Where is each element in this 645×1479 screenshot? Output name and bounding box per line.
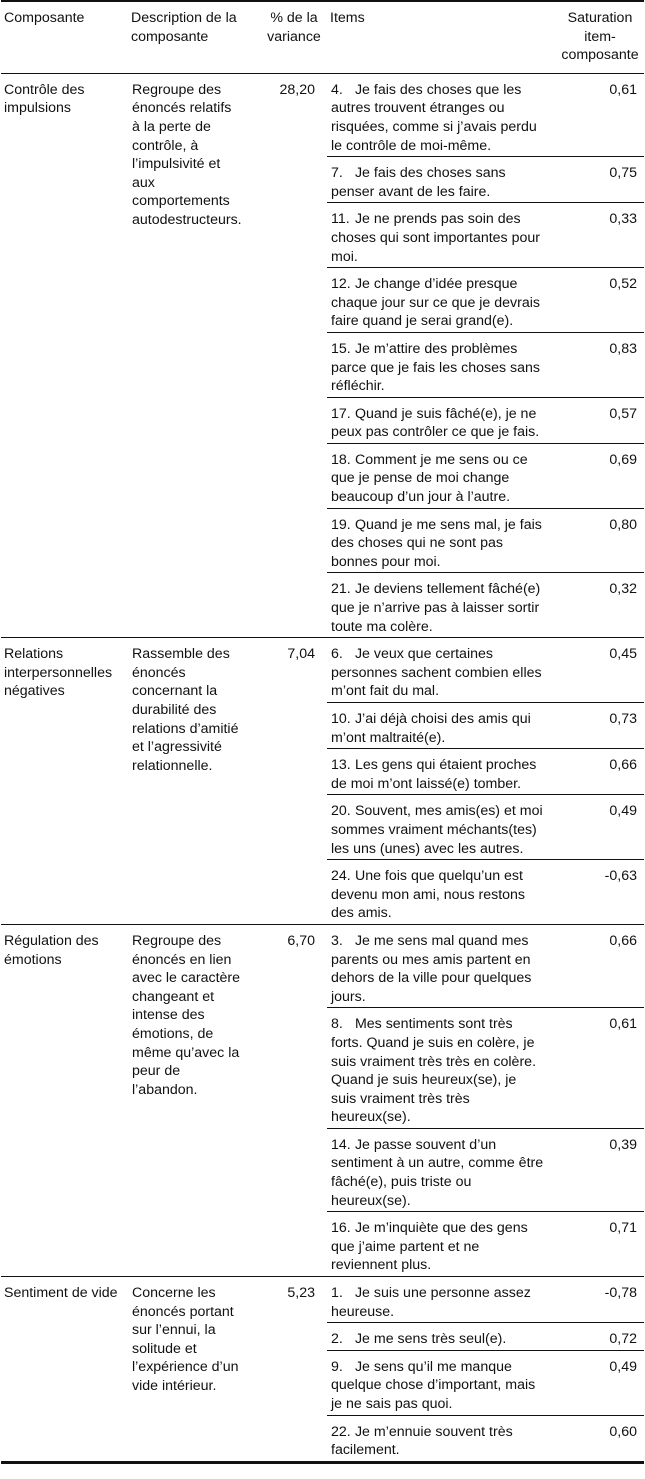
item-text-cell [327,1212,556,1277]
component-name: Contrôle des impulsions [4,81,85,117]
item-text-cell [327,573,556,638]
item-saturation: -0,63 [556,860,644,925]
item-number: 9. [331,1358,343,1375]
item-number: 24. [331,868,351,885]
item-text: Souvent, mes amis(es) et moi sommes vraiment méchants(tes) les uns (unes) avec les autres. [331,803,543,857]
item-number: 7. [331,165,343,182]
component-group [1,73,644,637]
item-saturation: 0,61 [609,81,637,98]
item-number: 14. [331,1136,351,1153]
item-saturation: 0,73 [556,703,644,749]
item-text: Je ne prends pas soin des choses qui sont importantes pour moi. [331,211,540,265]
item-saturation: 0,49 [556,1350,644,1415]
item-saturation: 0,66 [609,932,637,949]
header-items: Items [330,10,365,26]
item-saturation: 0,80 [556,508,644,573]
item-number: 18. [331,451,351,468]
item-text: Les gens qui étaient proches de moi m’ont laissé(e) tomber. [331,757,537,792]
component-group [1,924,644,1276]
component-group [1,638,644,925]
item-text: Je fais des choses que les autres trouvent étranges ou risquées, comme si j’avais perdu le contrôle de moi-même. [331,81,537,154]
table-row [1,73,644,156]
item-saturation: 0,32 [556,573,644,638]
component-description: Regroupe des énoncés relatifs à la perte de contrôle, à l’impulsivité et aux comportements autodestructeurs. [132,81,242,228]
table-row [1,638,644,703]
item-text: Je me sens mal quand mes parents ou mes amis partent en dehors de la ville pour quelques jours. [331,932,532,1005]
item-saturation: 0,71 [556,1212,644,1277]
item-text-cell [327,749,556,795]
item-text: Je passe souvent d’un sentiment à un autre, comme être fâché(e), puis triste ou heureux(se). [331,1136,544,1209]
item-text-cell [327,1277,556,1323]
item-saturation: 0,33 [556,203,644,268]
component-description: Regroupe des énoncés en lien avec le caractère changeant et intense des émotions, de même qu’avec la peur de l’abandon. [132,932,241,1098]
item-text-cell [327,703,556,749]
header-composante: Composante [4,10,85,26]
item-number: 21. [331,581,351,598]
item-text: Je m’ennuie souvent très facilement. [331,1423,513,1459]
item-text-cell [327,1128,556,1211]
component-variance: 5,23 [287,1285,315,1302]
item-saturation: 0,52 [556,268,644,333]
components-table [1,0,644,1464]
item-saturation: 0,72 [556,1323,644,1351]
item-number: 11. [331,211,350,228]
item-number: 22. [331,1423,351,1440]
item-text-cell [327,1008,556,1129]
item-text-cell [327,508,556,573]
item-text-cell [327,1323,556,1351]
item-number: 13. [331,757,351,774]
item-text: J’ai déjà choisi des amis qui m’ont maltraité(e). [331,711,531,746]
item-text-cell [327,332,556,397]
component-name: Régulation des émotions [4,932,99,968]
item-number: 15. [331,340,351,357]
item-text-cell [327,203,556,268]
table-row [1,924,644,1007]
item-text-cell [327,638,556,703]
item-number: 1. [331,1285,343,1302]
item-text: Je deviens tellement fâché(e) que je n’arrive pas à laisser sortir toute ma colère. [331,581,541,635]
item-number: 17. [331,405,351,422]
item-text: Comment je me sens ou ce que je pense de moi change beaucoup d’un jour à l’autre. [331,451,528,506]
item-text-cell [327,157,556,203]
item-text: Je m’inquiète que des gens que j’aime partent et ne reviennent plus. [331,1220,528,1274]
component-description: Concerne les énoncés portant sur l’ennui, la solitude et l’expérience d’un vide intérieur. [132,1285,239,1394]
item-text-cell [327,924,556,1007]
item-saturation: 0,66 [556,749,644,795]
item-text: Je me sens très seul(e). [354,1331,507,1348]
item-number: 10. [331,711,351,727]
item-saturation: 0,45 [609,646,637,663]
item-text: Je m’attire des problèmes parce que je fais les choses sans réfléchir. [331,340,540,395]
item-saturation: 0,69 [556,443,644,508]
item-text-cell [327,795,556,860]
component-group [1,1277,644,1463]
item-text-cell [327,860,556,925]
item-text-cell [327,73,556,156]
item-text: Je veux que certaines personnes sachent combien elles m’ont fait du mal. [331,646,542,700]
header-saturation: Saturation item-composante [561,10,639,64]
item-number: 8. [331,1016,343,1033]
item-saturation: -0,78 [604,1285,637,1302]
item-text: Quand je suis fâché(e), je ne peux pas contrôler ce que je fais. [331,405,540,441]
table-row [1,1277,644,1323]
item-number: 12. [331,276,351,293]
item-text-cell [327,397,556,443]
item-number: 6. [331,646,343,663]
table-header [1,1,644,73]
item-saturation: 0,83 [556,332,644,397]
item-text: Mes sentiments sont très forts. Quand je suis en colère, je suis vraiment très très en colère. Quand je suis heureux(se), je suis vraiment très très heureux(se). [331,1016,537,1126]
item-text-cell [327,443,556,508]
component-name: Sentiment de vide [4,1285,118,1302]
item-text: Je sens qu’il me manque quelque chose d’important, mais je ne sais pas quoi. [331,1358,536,1412]
header-description: Description de la composante [131,10,237,45]
item-text: Je change d’idée presque chaque jour sur ce que je devrais faire quand je serai grand(e). [331,276,540,330]
item-saturation: 0,61 [556,1008,644,1129]
item-saturation: 0,39 [556,1128,644,1211]
item-text: Je suis une personne assez heureuse. [331,1285,531,1320]
item-saturation: 0,49 [556,795,644,860]
item-saturation: 0,60 [556,1415,644,1462]
item-text: Quand je me sens mal, je fais des choses qui ne sont pas bonnes pour moi. [331,516,542,570]
item-number: 16. [331,1220,351,1237]
item-text-cell [327,268,556,333]
component-variance: 6,70 [287,932,315,949]
header-row [1,1,644,73]
item-text: Je fais des choses sans penser avant de les faire. [331,165,506,200]
item-number: 19. [331,516,351,533]
item-number: 4. [331,81,343,98]
item-number: 2. [331,1331,343,1348]
item-text: Une fois que quelqu’un est devenu mon ami, nous restons des amis. [331,868,526,922]
item-text-cell [327,1415,556,1462]
item-number: 20. [331,803,351,820]
item-saturation: 0,57 [556,397,644,443]
component-variance: 7,04 [287,646,315,663]
header-variance: % de la variance [267,10,321,45]
component-name: Relations interpersonnelles négatives [4,646,113,700]
component-description: Rassemble des énoncés concernant la durabilité des relations d’amitié et l’agressivité relationnelle. [132,646,239,774]
item-text-cell [327,1350,556,1415]
item-saturation: 0,75 [556,157,644,203]
item-number: 3. [331,932,343,949]
component-variance: 28,20 [279,81,315,98]
